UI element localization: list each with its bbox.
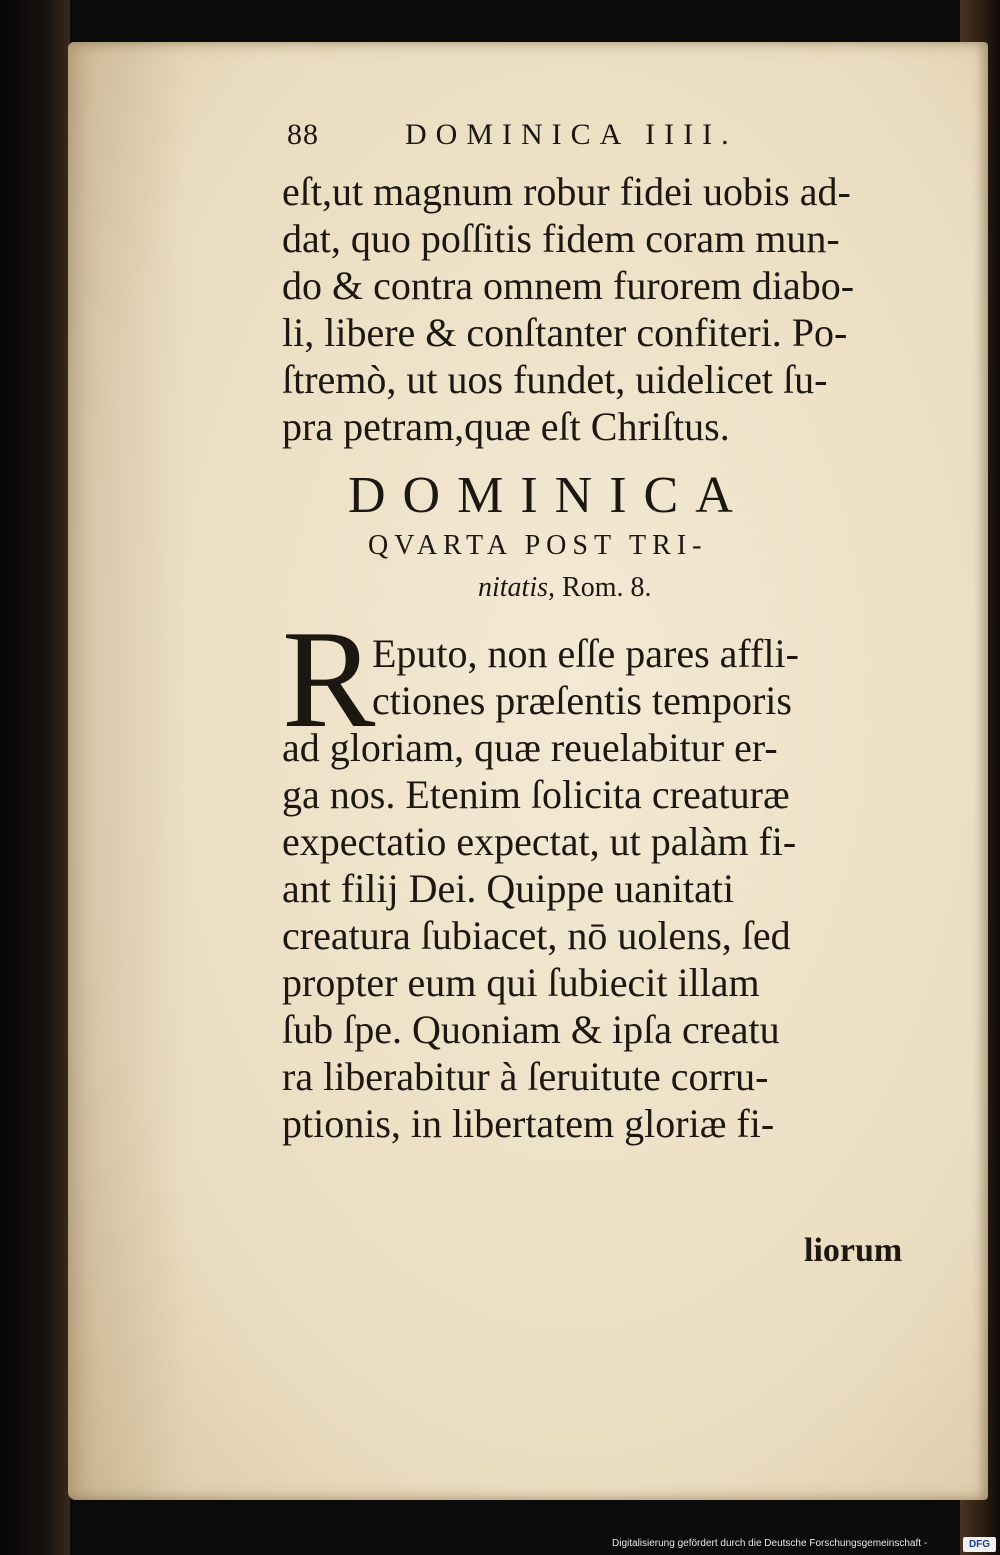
previous-section-text	[282, 168, 922, 450]
text-line: ad gloriam, quæ reuelabitur er-	[282, 725, 778, 770]
text-line: ptionis, in libertatem gloriæ fi-	[282, 1101, 775, 1146]
text-line: do & contra omnem furorem diabo-	[282, 263, 855, 308]
running-head	[287, 118, 827, 158]
text-line: eſt,ut magnum robur fidei uobis ad-	[282, 169, 851, 214]
section-heading-main: DOMINICA	[348, 467, 750, 524]
page-gutter-shadow	[68, 42, 188, 1500]
section-heading-sub: QVARTA POST TRI-	[368, 530, 708, 561]
text-line: li, libere & conſtanter confiteri. Po-	[282, 310, 848, 355]
scan-background-left	[0, 0, 70, 1555]
text-line: propter eum qui ſubiecit illam	[282, 960, 760, 1005]
text-line: pra petram,quæ eſt Chriſtus.	[282, 404, 730, 449]
text-line: ga nos. Etenim ſolicita creaturæ	[282, 772, 790, 817]
page-number: 88	[287, 118, 319, 151]
text-line: ant filij Dei. Quippe uanitati	[282, 866, 735, 911]
text-line: ctiones præſentis temporis	[372, 678, 792, 723]
text-line: Eputo, non eſſe pares affli-	[372, 631, 799, 676]
text-line: ſtremò, ut uos fundet, uidelicet ſu-	[282, 357, 828, 402]
heading-ref-italic: nitatis,	[478, 572, 556, 603]
heading-ref-roman: Rom. 8.	[562, 572, 652, 603]
drop-cap: R	[282, 602, 376, 757]
dfg-logo-icon: DFG	[963, 1537, 996, 1552]
body-text	[282, 630, 922, 1147]
text-line: expectatio expectat, ut palàm fi-	[282, 819, 797, 864]
text-line: creatura ſubiacet, nō uolens, ſed	[282, 913, 791, 958]
section-heading-reference	[478, 572, 778, 604]
text-line: ſub ſpe. Quoniam & ipſa creatu	[282, 1007, 780, 1052]
catchword: liorum	[804, 1232, 903, 1269]
digitization-credit: Digitalisierung gefördert durch die Deutsche Forschungsgemeinschaft -	[612, 1538, 928, 1549]
text-line: ra liberabitur à ſeruitute corru-	[282, 1054, 769, 1099]
text-line: dat, quo poſſitis fidem coram mun-	[282, 216, 840, 261]
running-title: DOMINICA IIII.	[405, 118, 738, 151]
